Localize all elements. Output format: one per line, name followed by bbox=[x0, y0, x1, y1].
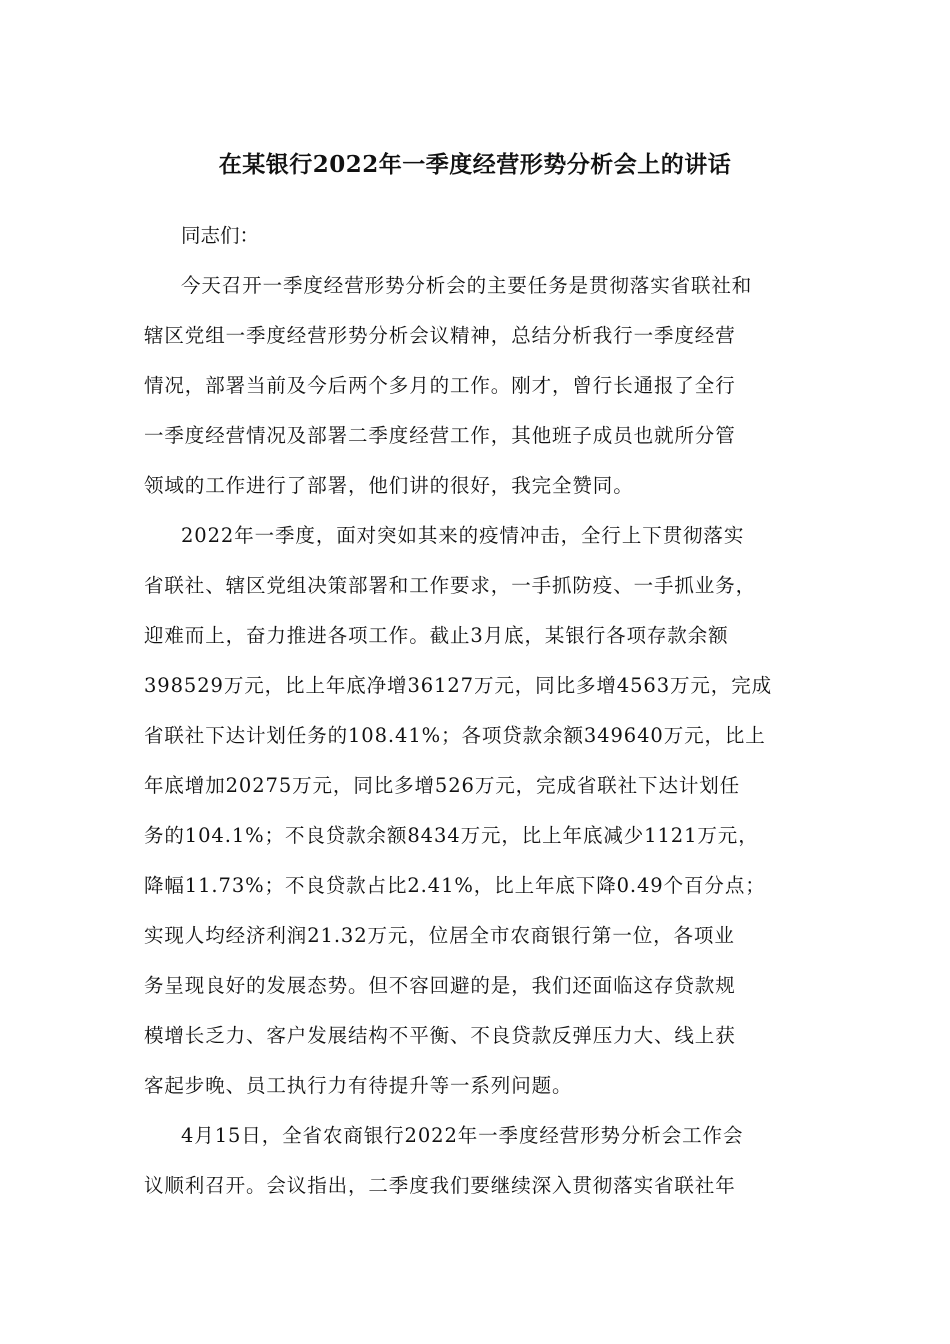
paragraph-line: 模增长乏力、客户发展结构不平衡、不良贷款反弹压力大、线上获 bbox=[144, 1024, 736, 1047]
salutation: 同志们： bbox=[181, 224, 260, 247]
paragraph-line: 今天召开一季度经营形势分析会的主要任务是贯彻落实省联社和 bbox=[181, 274, 753, 297]
paragraph-line: 辖区党组一季度经营形势分析会议精神，总结分析我行一季度经营 bbox=[144, 324, 736, 347]
paragraph-line: 议顺利召开。会议指出，二季度我们要继续深入贯彻落实省联社年 bbox=[144, 1174, 736, 1197]
paragraph-3 bbox=[144, 1111, 806, 1211]
paragraph-line: 省联社、辖区党组决策部署和工作要求，一手抓防疫、一手抓业务， bbox=[144, 574, 757, 597]
paragraph-line: 年底增加20275万元，同比多增526万元，完成省联社下达计划任 bbox=[144, 774, 741, 797]
paragraph-line: 4月15日，全省农商银行2022年一季度经营形势分析会工作会 bbox=[181, 1124, 744, 1147]
paragraph-line: 情况，部署当前及今后两个多月的工作。刚才，曾行长通报了全行 bbox=[144, 374, 736, 397]
paragraph-line: 降幅11.73%；不良贷款占比2.41%，比上年底下降0.49个百分点； bbox=[144, 874, 766, 897]
paragraph-line: 客起步晚、员工执行力有待提升等一系列问题。 bbox=[144, 1074, 573, 1097]
paragraph-line: 实现人均经济利润21.32万元，位居全市农商银行第一位，各项业 bbox=[144, 924, 735, 947]
paragraph-line: 领域的工作进行了部署，他们讲的很好，我完全赞同。 bbox=[144, 474, 634, 497]
paragraph-line: 省联社下达计划任务的108.41%；各项贷款余额349640万元，比上 bbox=[144, 724, 766, 747]
paragraph-1 bbox=[144, 261, 806, 511]
paragraph-line: 务呈现良好的发展态势。但不容回避的是，我们还面临这存贷款规 bbox=[144, 974, 736, 997]
document-title: 在某银行2022年一季度经营形势分析会上的讲话 bbox=[218, 151, 732, 178]
paragraph-line: 398529万元，比上年底净增36127万元，同比多增4563万元，完成 bbox=[144, 674, 772, 697]
paragraph-line: 迎难而上，奋力推进各项工作。截止3月底，某银行各项存款余额 bbox=[144, 624, 729, 647]
paragraph-line: 一季度经营情况及部署二季度经营工作，其他班子成员也就所分管 bbox=[144, 424, 736, 447]
paragraph-2 bbox=[144, 511, 806, 1111]
paragraph-line: 务的104.1%；不良贷款余额8434万元，比上年底减少1121万元， bbox=[144, 824, 759, 847]
paragraph-line: 2022年一季度，面对突如其来的疫情冲击，全行上下贯彻落实 bbox=[181, 524, 745, 547]
